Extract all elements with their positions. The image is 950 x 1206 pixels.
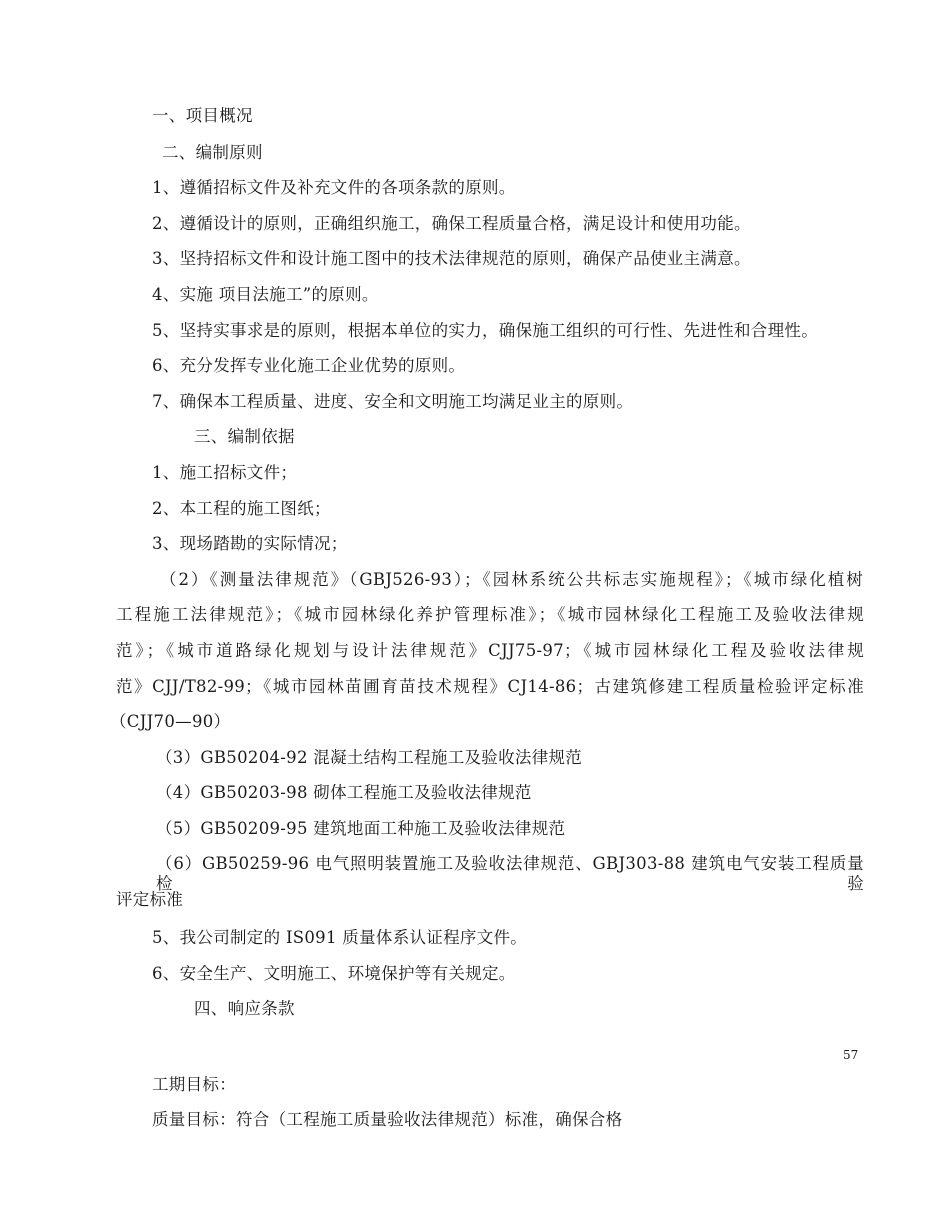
quality-target: 质量目标：符合（工程施工质量验收法律规范）标准，确保合格 [152, 1110, 623, 1129]
standards-2-line-2: 工程施工法律规范》；《城市园林绿化养护管理标准》；《城市园林绿化工程施工及验收法律规 [116, 605, 864, 624]
principle-item-7: 7、确保本工程质量、进度、安全和文明施工均满足业主的原则。 [152, 392, 634, 411]
page-number: 57 [843, 1048, 859, 1062]
basis-item-5: 5、我公司制定的 IS091 质量体系认证程序文件。 [152, 928, 528, 947]
standard-item-4: （4）GB50203-98 砌体工程施工及验收法律规范 [156, 783, 532, 802]
principle-item-3: 3、坚持招标文件和设计施工图中的技术法律规范的原则，确保产品使业主满意。 [152, 249, 751, 268]
standards-2-line-4: 范》CJJ/T82-99；《城市园林苗圃育苗技术规程》CJ14-86；古建筑修建工程质量检验评定标准 [116, 677, 864, 696]
principle-item-4: 4、实施 项目法施工”的原则。 [152, 285, 379, 304]
standard-item-5: （5）GB50209-95 建筑地面工种施工及验收法律规范 [156, 819, 566, 838]
standards-2-line-5: （CJJ70—90） [110, 712, 231, 731]
principle-item-6: 6、充分发挥专业化施工企业优势的原则。 [152, 356, 466, 375]
schedule-target: 工期目标： [152, 1075, 236, 1094]
standard-item-3: （3）GB50204-92 混凝土结构工程施工及验收法律规范 [156, 748, 583, 767]
standard-item-6-line-1: （6）GB50259-96 电气照明装置施工及验收法律规范、GBJ303-88 建筑电气安装工程质量检验 [156, 854, 864, 893]
principle-item-1: 1、遵循招标文件及补充文件的各项条款的原则。 [152, 178, 516, 197]
principle-item-5: 5、坚持实事求是的原则，根据本单位的实力，确保施工组织的可行性、先进性和合理性。 [152, 321, 818, 340]
principle-item-2: 2、遵循设计的原则，正确组织施工，确保工程质量合格，满足设计和使用功能。 [152, 214, 751, 233]
standards-2-line-1: （2）《测量法律规范》（GBJ526-93）；《园林系统公共标志实施规程》；《城市绿化植树 [160, 570, 863, 589]
basis-item-1: 1、施工招标文件； [152, 463, 298, 482]
standard-item-6-line-2: 评定标准 [116, 890, 184, 909]
heading-response-clauses: 四、响应条款 [194, 999, 295, 1018]
heading-compilation-basis: 三、编制依据 [194, 427, 295, 446]
standards-2-line-3: 范》；《城市道路绿化规划与设计法律规范》CJJ75-97；《城市园林绿化工程及验收法律规 [116, 641, 864, 660]
heading-compilation-principles: 二、编制原则 [162, 143, 263, 162]
basis-item-2: 2、本工程的施工图纸； [152, 499, 331, 518]
heading-project-overview: 一、项目概况 [152, 106, 253, 125]
basis-item-3: 3、现场踏勘的实际情况； [152, 534, 348, 553]
basis-item-6: 6、安全生产、文明施工、环境保护等有关规定。 [152, 964, 516, 983]
